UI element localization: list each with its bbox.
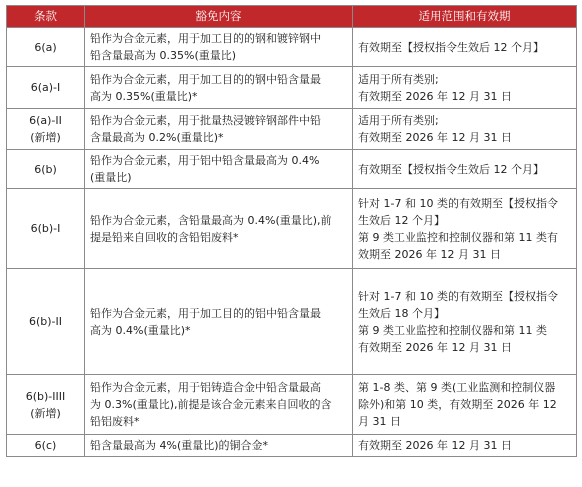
scope-text: 有效期至【授权指令生效后 12 个月】 (358, 40, 544, 54)
clause-text: 6(a)-I (30, 81, 61, 94)
content-text: 铅作为合金元素，用于加工目的的铝中铅含量最 (90, 306, 321, 320)
content-text: 铅含量最高为 4%(重量比)的铜合金* (90, 439, 269, 452)
new-tag: (新增) (30, 406, 61, 420)
clause-text: 6(b)-I (30, 222, 61, 235)
content-text: 提是铅来自回收的含铅铝废料* (90, 230, 239, 244)
content-cell (85, 375, 353, 435)
clause-cell (7, 150, 85, 189)
clause-cell (7, 189, 85, 269)
content-text: 铅铝废料* (90, 415, 140, 428)
scope-text: 有效期至 2026 年 12 月 31 日 (358, 89, 512, 103)
scope-cell (353, 375, 577, 435)
table-row (7, 375, 577, 435)
scope-cell (353, 189, 577, 269)
table-row (7, 269, 577, 375)
clause-text: 6(a)-II (29, 114, 62, 127)
scope-cell (353, 150, 577, 189)
clause-cell (7, 28, 85, 67)
content-text: 铅作为合金元素，含铅量最高为 0.4%(重量比),前 (90, 213, 332, 227)
header-content: 豁免内容 (85, 6, 353, 28)
clause-text: 6(a) (34, 40, 57, 54)
scope-text: 第 1-8 类、第 9 类(工业监测和控制仪器 (358, 381, 556, 394)
content-text: 铅作为合金元素，用于铝铸造合金中铅含量最高 (90, 381, 321, 394)
content-text: 铅作为合金元素，用于加工目的的钢和镀锌钢中 (90, 32, 321, 45)
scope-text: 除外)和第 10 类，有效期至 2026 年 12 (358, 398, 557, 411)
content-text: 铅含量最高为 0.35%(重量比) (90, 49, 237, 62)
content-text: 铅作为合金元素，用于加工目的的钢中铅含量最 (90, 72, 321, 86)
content-cell (85, 67, 353, 109)
content-text: 铅作为合金元素，用于批量热浸镀锌钢部件中铅 (90, 114, 321, 127)
scope-cell (353, 109, 577, 150)
exemption-table (6, 5, 577, 457)
content-text: 铅作为合金元素，用于铝中铅含量最高为 0.4% (90, 154, 320, 167)
table-row (7, 109, 577, 150)
scope-cell (353, 28, 577, 67)
table-row (7, 67, 577, 109)
scope-text: 第 9 类工业监控和控制仪器和第 11 类有 (358, 230, 558, 244)
content-cell (85, 109, 353, 150)
scope-text: 月 31 日 (358, 415, 401, 428)
scope-cell (353, 67, 577, 109)
scope-text: 效期至 2026 年 12 月 31 日 (358, 247, 501, 261)
clause-text: 6(b)-IIII (25, 389, 66, 403)
scope-text: 适用于所有类别; (358, 114, 439, 127)
content-text: 高为 0.35%(重量比)* (90, 89, 198, 103)
clause-cell (7, 67, 85, 109)
table-row (7, 189, 577, 269)
new-tag: (新增) (30, 131, 61, 144)
clause-text: 6(b)-II (28, 315, 63, 328)
content-cell (85, 189, 353, 269)
scope-text: 生效后 18 个月】 (358, 306, 445, 320)
scope-text: 有效期至 2026 年 12 月 31 日 (358, 340, 512, 354)
header-row (7, 6, 577, 28)
header-scope: 适用范围和有效期 (353, 6, 577, 28)
scope-text: 生效后 12 个月】 (358, 213, 445, 227)
content-text: 含量最高为 0.2%(重量比)* (90, 131, 224, 144)
content-cell (85, 28, 353, 67)
scope-text: 有效期至 2026 年 12 月 31 日 (358, 439, 512, 452)
clause-cell (7, 269, 85, 375)
content-cell (85, 435, 353, 457)
clause-text: 6(b) (34, 162, 57, 176)
scope-text: 针对 1-7 和 10 类的有效期至【授权指令 (358, 289, 558, 303)
scope-text: 有效期至 2026 年 12 月 31 日 (358, 131, 512, 144)
content-cell (85, 150, 353, 189)
scope-text: 第 9 类工业监控和控制仪器和第 11 类 (358, 323, 547, 337)
clause-cell (7, 109, 85, 150)
scope-text: 适用于所有类别; (358, 72, 439, 86)
table-row (7, 28, 577, 67)
content-text: 为 0.3%(重量比),前提是该合金元素来自回收的含 (90, 398, 332, 411)
scope-text: 针对 1-7 和 10 类的有效期至【授权指令 (358, 196, 558, 210)
table-row (7, 150, 577, 189)
header-clause: 条款 (7, 6, 85, 28)
clause-cell (7, 375, 85, 435)
clause-cell (7, 435, 85, 457)
scope-cell (353, 269, 577, 375)
scope-cell (353, 435, 577, 457)
scope-text: 有效期至【授权指令生效后 12 个月】 (358, 162, 544, 176)
content-cell (85, 269, 353, 375)
clause-text: 6(c) (34, 439, 57, 452)
content-text: 高为 0.4%(重量比)* (90, 323, 191, 337)
content-text: (重量比) (90, 171, 132, 184)
table-row (7, 435, 577, 457)
